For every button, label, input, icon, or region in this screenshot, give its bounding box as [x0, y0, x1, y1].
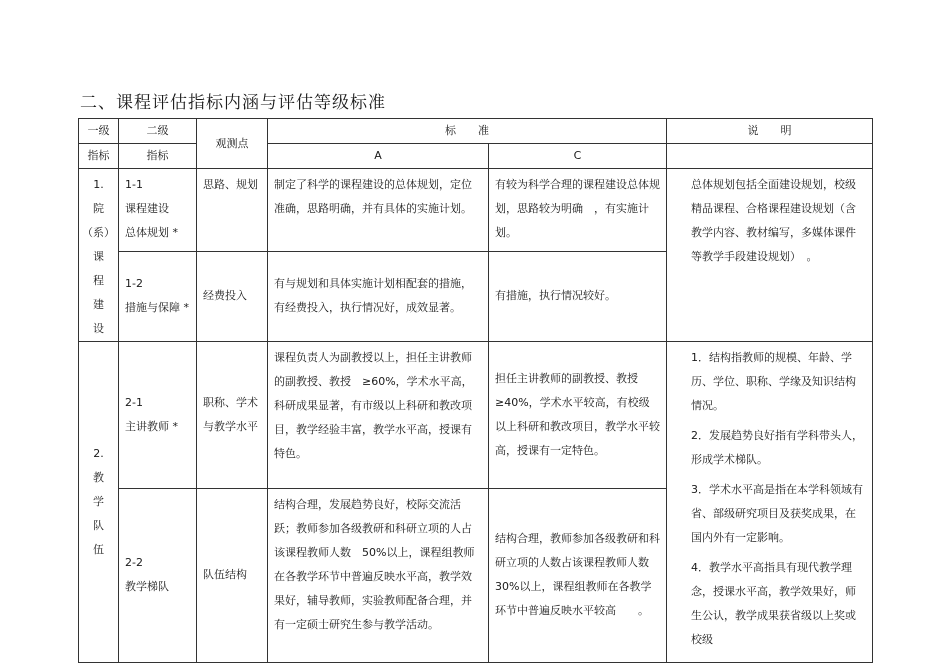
level1-2-char: 队 [93, 519, 104, 532]
header-level2-cell [119, 119, 197, 144]
header-grade-c: C [489, 144, 667, 169]
grade-c-2-1: 担任主讲教师的副教授、教授≥40%，学术水平较高，有校级以上科研和教改项目，教学水平较高，授课有一定特色。 [489, 342, 667, 489]
level1-1-char: 1. [93, 178, 104, 191]
level2-indicator-1-2 [119, 251, 197, 341]
header-level1-cell [79, 119, 119, 144]
header-level1-cell-b [79, 144, 119, 169]
observation-1-2: 经费投入 [197, 251, 268, 341]
level2-name: 总体规划 * [125, 226, 178, 239]
level2-name: 措施与保障 * [125, 301, 189, 315]
header-level2-line2: 指标 [146, 149, 169, 162]
evaluation-table [78, 118, 873, 663]
level2-name: 主讲教师 * [125, 419, 178, 433]
header-notes-empty [667, 144, 873, 169]
grade-c-1-1: 有较为科学合理的课程建设总体规划，思路较为明确 ，有实施计划。 [489, 169, 667, 252]
level2-code: 1-2 [125, 277, 143, 291]
grade-c-1-2: 有措施，执行情况较好。 [489, 251, 667, 341]
header-level2-cell-b [119, 144, 197, 169]
level1-1-char: （系） [82, 226, 115, 239]
level1-indicator-1 [79, 169, 119, 342]
header-level2-line1: 二级 [146, 124, 169, 137]
note-item: 4．教学水平高指具有现代教学理念，授课水平高，教学效果好，师生公认，教学成果获省级以上奖或校级 [691, 561, 856, 646]
grade-c-2-2: 结构合理，教师参加各级教研和科研立项的人数占该课程教师人数 30%以上，课程组教师在各教学环节中普遍反映水平较高 。 [489, 488, 667, 662]
note-item: 1．结构指教师的规模、年龄、学历、学位、职称、学缘及知识结构情况。 [691, 351, 856, 412]
level2-code: 1-1 [125, 178, 143, 191]
grade-a-2-1: 课程负责人为副教授以上，担任主讲教师的副教授、教授 ≥60%，学术水平高，科研成果显著，有市级以上科研和教改项目，教学经验丰富，教学水平高，授课有特色。 [268, 342, 489, 489]
level1-indicator-2 [79, 342, 119, 663]
header-grade-a: A [268, 144, 489, 169]
header-observation: 观测点 [197, 119, 268, 169]
page-title: 二、课程评估指标内涵与评估等级标准 [80, 93, 386, 113]
notes-group-1: 总体规划包括全面建设规划，校级精品课程、合格课程建设规划（含教学内容、教材编写，多媒体课件等教学手段建设规划） 。 [667, 169, 873, 342]
header-level1-line2: 指标 [87, 149, 110, 162]
level2-code: 2-1 [125, 395, 143, 409]
level1-2-char: 2. [93, 447, 104, 460]
level2-name: 教学梯队 [125, 580, 169, 594]
level2-name: 课程建设 [125, 202, 169, 215]
grade-a-1-2: 有与规划和具体实施计划相配套的措施，有经费投入，执行情况好，成效显著。 [268, 251, 489, 341]
note-item: 2．发展趋势良好指有学科带头人，形成学术梯队。 [691, 429, 863, 466]
grade-a-2-2: 结构合理，发展趋势良好，校际交流活跃；教师参加各级教研和科研立项的人占该课程教师人数 50%以上，课程组教师在各教学环节中普遍反映水平高，教学效果好，辅导教师，实验教师配备合理，并有一定硕士研究生参与教学活动。 [268, 488, 489, 662]
observation-2-2: 队伍结构 [197, 488, 268, 662]
header-level1-line1: 一级 [87, 124, 110, 137]
level1-2-char: 教 [93, 471, 104, 484]
level2-indicator-2-2 [119, 488, 197, 662]
level2-code: 2-2 [125, 556, 143, 570]
level2-indicator-2-1 [119, 342, 197, 489]
header-notes: 说 明 [667, 119, 873, 144]
level1-1-char: 程 [93, 274, 104, 287]
level1-2-char: 伍 [93, 543, 104, 556]
level1-1-char: 设 [93, 322, 104, 335]
observation-2-1: 职称、学术与教学水平 [197, 342, 268, 489]
observation-1-1: 思路、规划 [197, 169, 268, 252]
level2-indicator-1-1 [119, 169, 197, 252]
level1-2-char: 学 [93, 495, 104, 508]
notes-group-2 [667, 342, 873, 663]
level1-1-char: 课 [93, 250, 104, 263]
header-standard: 标 准 [268, 119, 667, 144]
level1-1-char: 建 [93, 298, 104, 311]
note-item: 3．学术水平高是指在本学科领域有省、部级研究项目及获奖成果，在国内外有一定影响。 [691, 483, 863, 544]
level1-1-char: 院 [93, 202, 104, 215]
grade-a-1-1: 制定了科学的课程建设的总体规划，定位准确，思路明确，并有具体的实施计划。 [268, 169, 489, 252]
